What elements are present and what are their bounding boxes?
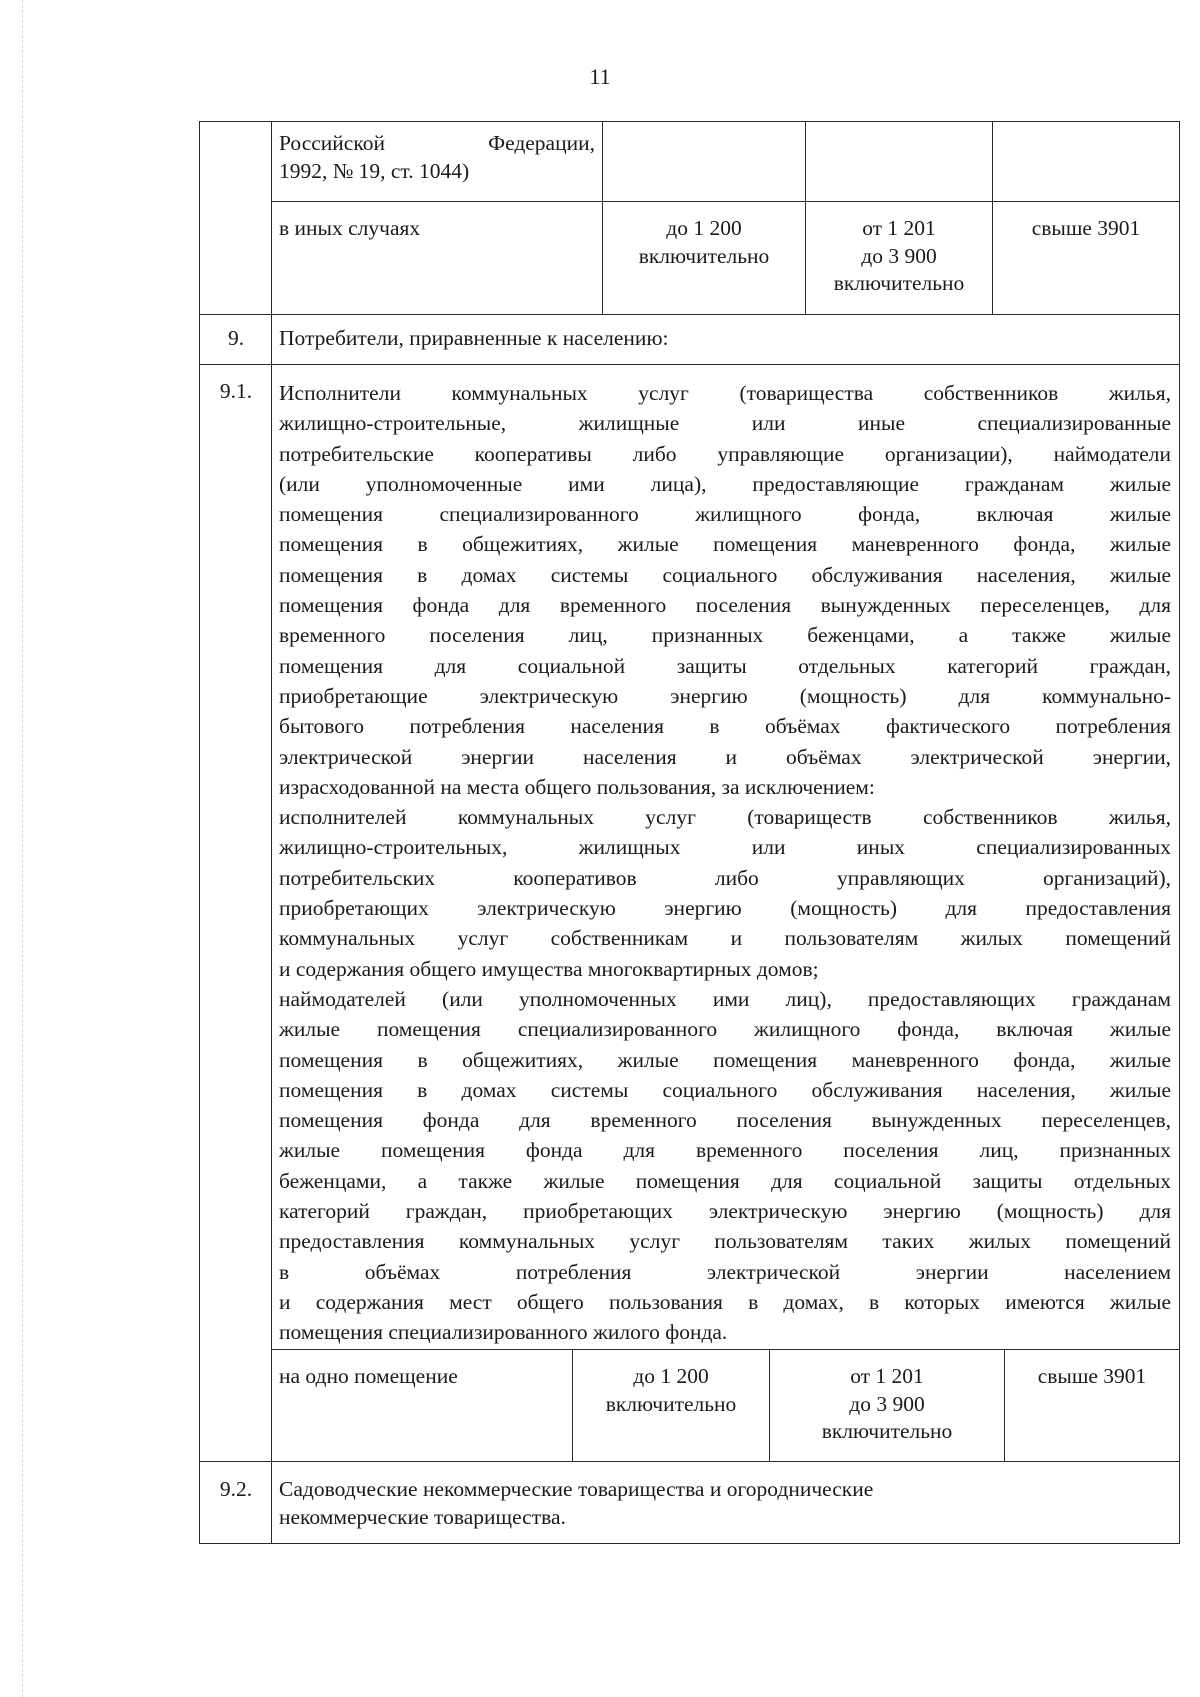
range-low-cell [574,1363,768,1418]
row-divider [199,314,1180,315]
text-line: предоставления коммунальных услуг пользователям таких жилых помещений [279,1229,1171,1254]
page-number: 11 [589,64,611,89]
table-border-top [199,121,1180,122]
text-line: потребительские кооперативы либо управляющие организации), наймодатели [279,441,1171,466]
text-line: помещения в общежитиях, жилые помещения маневренного фонда, жилые [279,1047,1171,1072]
column-divider [572,1349,573,1461]
text-line: жилые помещения специализированного жилищного фонда, включая жилые [279,1017,1171,1042]
range-value: до 3 900 [849,1391,925,1416]
text-line: временного поселения лиц, признанных беженцами, а также жилые [279,623,1171,648]
text-line: помещения фонда для временного поселения вынужденных переселенцев, [279,1108,1171,1133]
row-text [279,1476,1169,1531]
table-border-left [199,121,200,1544]
text-line: жилые помещения фонда для временного поселения лиц, признанных [279,1138,1171,1163]
scan-margin-line [22,0,23,1697]
text-line: израсходованной на места общего пользования, за исключением: [279,774,875,799]
column-divider [769,1349,770,1461]
row-text [279,378,1171,1348]
text-line: в объёмах потребления электрической энергии населением [279,1259,1171,1284]
column-divider [602,121,603,314]
range-mid-cell [771,1363,1003,1446]
range-mid-cell [807,215,991,298]
text-line: наймодателей (или уполномоченных ими лиц), предоставляющих гражданам [279,986,1171,1011]
text-line: и содержания мест общего пользования в домах, в которых имеются жилые [279,1289,1171,1314]
range-qualifier: включительно [638,243,770,268]
range-value: от 1 201 [850,1364,924,1388]
citation-line: 1992, № 19, ст. 1044) [279,158,470,183]
text-line: приобретающих электрическую энергию (мощность) для предоставления [279,896,1171,921]
number-column-divider [271,121,272,1544]
text-line: жилищно-строительные, жилищные или иные специализированные [279,411,1171,436]
range-qualifier: включительно [833,271,965,296]
text-line: помещения специализированного жилищного фонда, включая жилые [279,502,1171,527]
row-number: 9.2. [219,1477,253,1501]
range-qualifier: включительно [605,1391,737,1416]
text-line: исполнителей коммунальных услуг (товариществ собственников жилья, [279,805,1171,830]
text-line: бытового потребления населения в объёмах фактического потребления [279,714,1171,739]
row-text: Потребители, приравненные к населению: [279,326,669,350]
column-divider [1004,1349,1005,1461]
row-divider [199,364,1180,365]
text-line: Исполнители коммунальных услуг (товарищества собственников жилья, [279,381,1171,405]
range-low-cell [604,215,804,270]
text-line: беженцами, а также жилые помещения для социальной защиты отдельных [279,1168,1171,1193]
text-line: (или уполномоченные ими лица), предоставляющие гражданам жилые [279,471,1171,496]
text-line: помещения в общежитиях, жилые помещения маневренного фонда, жилые [279,532,1171,557]
row-divider [271,201,1180,202]
text-line: помещения в домах системы социального обслуживания населения, жилые [279,1077,1171,1102]
range-value: до 1 200 [633,1364,709,1388]
other-cases-label: в иных случаях [279,216,421,240]
column-divider [992,121,993,314]
table-border-right [1179,121,1180,1544]
range-value: до 3 900 [861,243,937,268]
text-line: Садоводческие некоммерческие товарищества и огороднические [279,1477,874,1501]
column-divider [805,121,806,314]
text-line: помещения в домах системы социального обслуживания населения, жилые [279,562,1171,587]
continued-citation-cell [279,130,595,185]
text-line: электрической энергии населения и объёмах электрической энергии, [279,744,1171,769]
row-number: 9. [227,326,245,350]
row-number: 9.1. [219,379,253,403]
citation-line: Российской Федерации, [279,131,595,155]
text-line: помещения для социальной защиты отдельных категорий граждан, [279,653,1171,678]
row-divider [271,1349,1180,1350]
range-value: от 1 201 [862,216,936,240]
text-line: жилищно-строительных, жилищных или иных специализированных [279,835,1171,860]
per-premise-label: на одно помещение [279,1364,458,1388]
range-value: до 1 200 [666,216,742,240]
table-border-bottom [199,1543,1180,1544]
range-qualifier: включительно [821,1419,953,1444]
row-divider [199,1461,1180,1462]
text-line: помещения специализированного жилого фонда. [279,1320,728,1345]
text-line: коммунальных услуг собственникам и пользователям жилых помещений [279,926,1171,951]
range-high-cell: свыше 3901 [1031,216,1141,240]
text-line: некоммерческие товарищества. [279,1504,566,1529]
text-line: и содержания общего имущества многоквартирных домов; [279,956,819,981]
text-line: категорий граждан, приобретающих электрическую энергию (мощность) для [279,1199,1171,1224]
range-high-cell: свыше 3901 [1037,1364,1147,1388]
text-line: приобретающие электрическую энергию (мощность) для коммунально- [279,683,1171,708]
text-line: помещения фонда для временного поселения вынужденных переселенцев, для [279,593,1171,618]
text-line: потребительских кооперативов либо управляющих организаций), [279,865,1171,890]
